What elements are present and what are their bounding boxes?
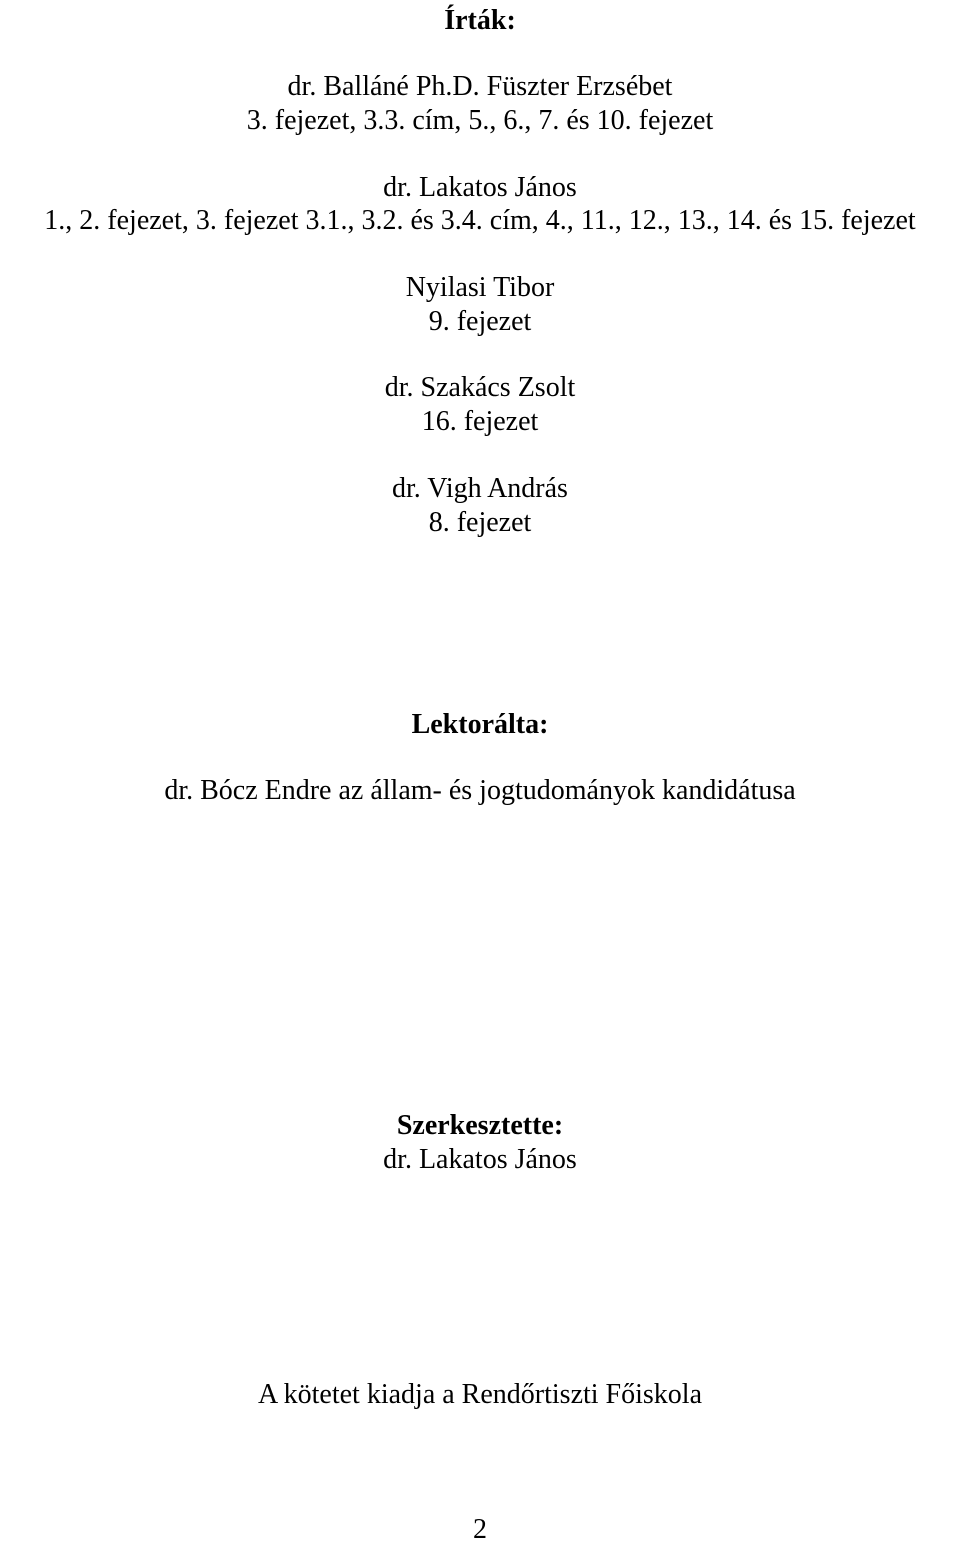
author-name: Nyilasi Tibor <box>405 272 555 303</box>
page-number: 2 <box>473 1514 487 1545</box>
author-name: dr. Vigh András <box>392 473 568 504</box>
author-chapters: 8. fejezet <box>428 507 532 538</box>
author-chapters: 9. fejezet <box>428 306 532 337</box>
authors-heading: Írták: <box>444 5 516 36</box>
editor-name: dr. Lakatos János <box>383 1144 577 1175</box>
author-chapters: 1., 2. fejezet, 3. fejezet 3.1., 3.2. és 3.4. cím, 4., 11., 12., 13., 14. és 15. fejezet <box>44 205 916 236</box>
author-name: dr. Balláné Ph.D. Füszter Erzsébet <box>287 71 673 102</box>
author-name: dr. Szakács Zsolt <box>384 372 576 403</box>
author-chapters: 16. fejezet <box>421 406 539 437</box>
author-chapters: 3. fejezet, 3.3. cím, 5., 6., 7. és 10. fejezet <box>246 105 714 136</box>
editor-heading: Szerkesztette: <box>396 1110 564 1141</box>
publisher-statement: A kötetet kiadja a Rendőrtiszti Főiskola <box>257 1379 703 1410</box>
reviewer-name: dr. Bócz Endre az állam- és jogtudományok kandidátusa <box>164 775 796 806</box>
author-name: dr. Lakatos János <box>383 172 577 203</box>
reviewer-heading: Lektorálta: <box>411 709 549 740</box>
